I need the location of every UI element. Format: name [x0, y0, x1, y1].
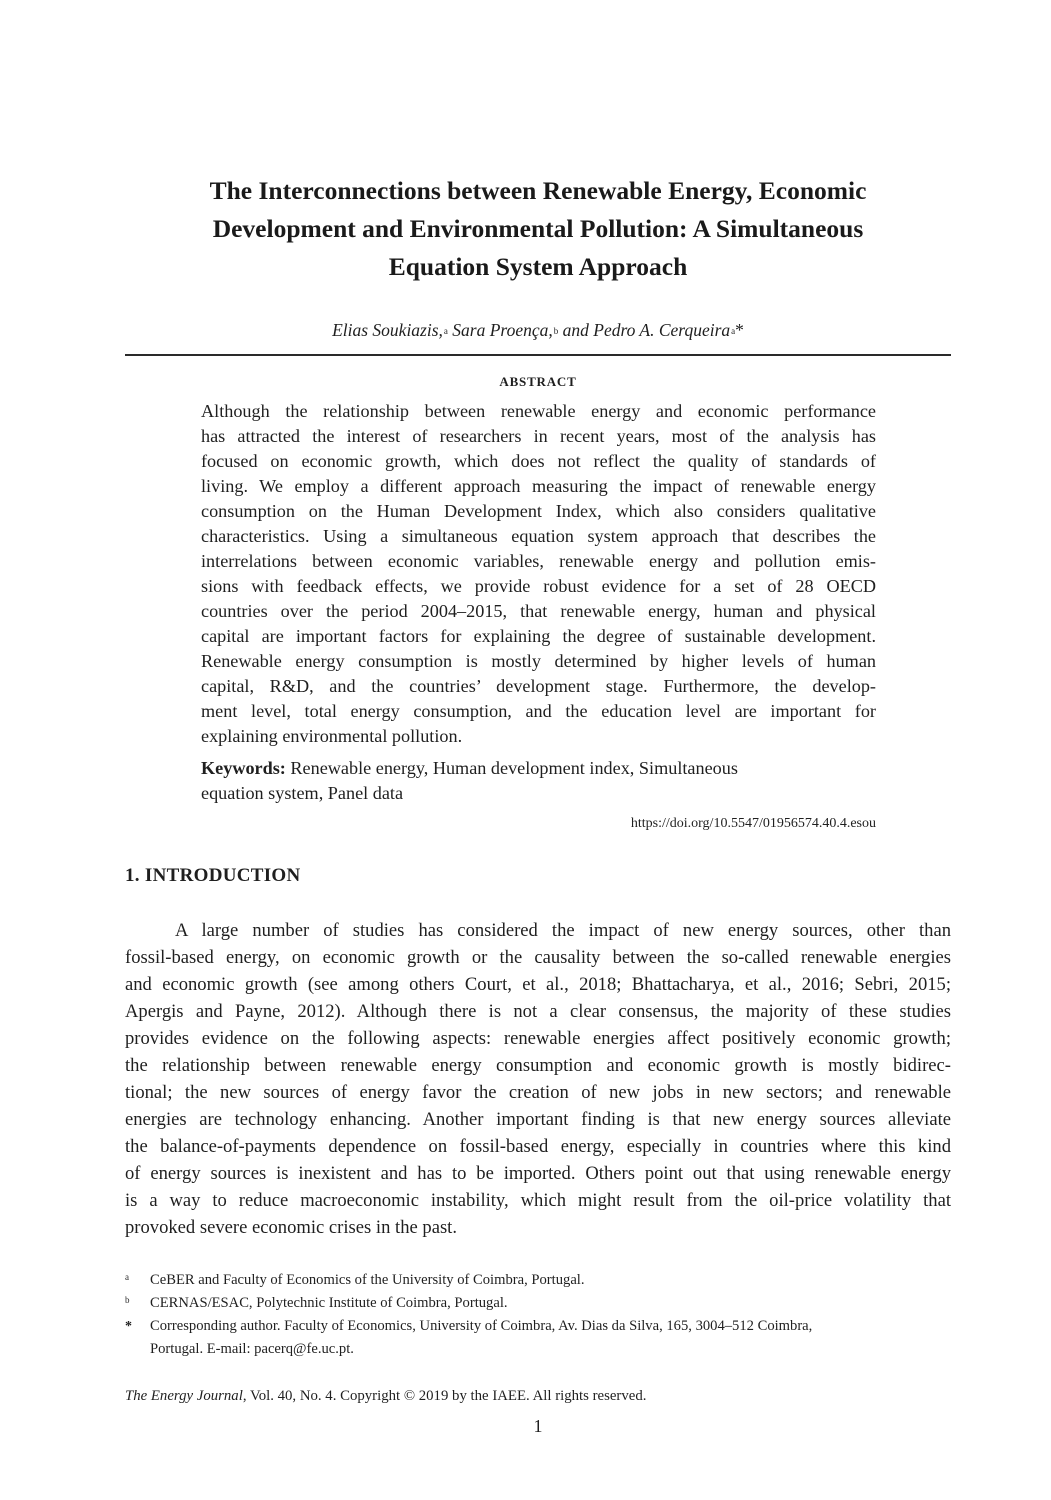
- title-line: Equation System Approach: [388, 252, 688, 281]
- author-list: [125, 318, 951, 342]
- title-line: The Interconnections between Renewable Energy, Economic: [209, 176, 867, 205]
- abstract-line: capital, R&D, and the countries’ development stage. Furthermore, the develop-: [201, 676, 876, 696]
- paper-title: [125, 172, 951, 286]
- journal-citation: [125, 1385, 951, 1407]
- abstract-line: consumption on the Human Development Index, which also considers qualitative: [201, 501, 876, 521]
- footnote: [125, 1269, 951, 1292]
- paragraph-line: is a way to reduce macroeconomic instability, which might result from the oil-price volatility that: [125, 1190, 951, 1211]
- paragraph-line: A large number of studies has considered the impact of new energy sources, other than: [175, 920, 951, 941]
- title-line: Development and Environmental Pollution: A Simultaneous: [212, 214, 864, 243]
- section-heading-introduction: 1. INTRODUCTION: [125, 865, 301, 886]
- footnote-text: CERNAS/ESAC, Polytechnic Institute of Coimbra, Portugal.: [150, 1295, 508, 1311]
- footnote-text: CeBER and Faculty of Economics of the University of Coimbra, Portugal.: [150, 1272, 585, 1288]
- abstract-line: ment level, total energy consumption, and the education level are important for: [201, 701, 876, 721]
- abstract-line: Renewable energy consumption is mostly determined by higher levels of human: [201, 651, 876, 671]
- footnotes: [125, 1269, 951, 1361]
- paragraph-line: provides evidence on the following aspects: renewable energies affect positively economic growth;: [125, 1028, 951, 1049]
- footnote-mark: a: [125, 1272, 129, 1282]
- author-conjunction: and: [562, 320, 589, 340]
- keywords-line: [201, 756, 876, 781]
- abstract-body: [201, 399, 876, 749]
- author-name: Elias Soukiazis,: [332, 320, 443, 340]
- footnote-text: Corresponding author. Faculty of Economics, University of Coimbra, Av. Dias da Silva, 165, 3004–512 Coimbra,: [150, 1318, 813, 1334]
- keywords-text: Renewable energy, Human development index, Simultaneous: [290, 758, 738, 778]
- keywords-line: equation system, Panel data: [201, 783, 404, 803]
- doi-link[interactable]: https://doi.org/10.5547/01956574.40.4.esou: [630, 816, 876, 831]
- affiliation-mark: b: [553, 326, 559, 336]
- paragraph-line: and economic growth (see among others Court, et al., 2018; Bhattacharya, et al., 2016; Sebri, 2015;: [125, 974, 951, 995]
- footnote-mark: b: [125, 1295, 130, 1305]
- abstract-line: Although the relationship between renewable energy and economic performance: [201, 401, 876, 421]
- footnote-text: Portugal. E-mail: pacerq@fe.uc.pt.: [150, 1341, 354, 1357]
- paragraph-line: Apergis and Payne, 2012). Although there is not a clear consensus, the majority of these studies: [125, 1001, 951, 1022]
- author-name: Sara Proença,: [452, 320, 553, 340]
- abstract-line: focused on economic growth, which does not reflect the quality of standards of: [201, 451, 876, 471]
- paragraph-line: the balance-of-payments dependence on fossil-based energy, especially in countries where this kind: [125, 1136, 951, 1157]
- footnote: [125, 1292, 951, 1315]
- footnote: [125, 1315, 951, 1361]
- page-number: 1: [533, 1416, 543, 1436]
- affiliation-mark: a: [443, 326, 448, 336]
- abstract-line: has attracted the interest of researchers in recent years, most of the analysis has: [201, 426, 876, 446]
- paragraph-line: tional; the new sources of energy favor the creation of new jobs in new sectors; and renewable: [125, 1082, 951, 1103]
- abstract-line: explaining environmental pollution.: [201, 726, 463, 746]
- abstract-heading: ABSTRACT: [499, 374, 577, 389]
- paragraph-line: energies are technology enhancing. Another important finding is that new energy sources alleviate: [125, 1109, 951, 1130]
- abstract-line: characteristics. Using a simultaneous equation system approach that describes the: [201, 526, 876, 546]
- abstract-line: capital are important factors for explaining the degree of sustainable development.: [201, 626, 876, 646]
- abstract-line: interrelations between economic variables, renewable energy and pollution emis-: [201, 551, 876, 571]
- introduction-paragraph: [125, 917, 951, 1241]
- abstract-line: living. We employ a different approach measuring the impact of renewable energy: [201, 476, 876, 496]
- footnote-mark: *: [125, 1319, 132, 1334]
- header-rule: [125, 354, 951, 356]
- paragraph-line: the relationship between renewable energy consumption and economic growth is mostly bidirec-: [125, 1055, 951, 1076]
- paragraph-line: fossil-based energy, on economic growth or the causality between the so-called renewable energies: [125, 947, 951, 968]
- abstract-line: countries over the period 2004–2015, that renewable energy, human and physical: [201, 601, 876, 621]
- keywords-label: Keywords:: [201, 758, 286, 778]
- paragraph-line: provoked severe economic crises in the past.: [125, 1217, 457, 1238]
- affiliation-mark: a: [731, 326, 736, 336]
- journal-name: The Energy Journal: [125, 1388, 243, 1404]
- journal-details: , Vol. 40, No. 4. Copyright © 2019 by the IAEE. All rights reserved.: [242, 1388, 647, 1404]
- paragraph-line: of energy sources is inexistent and has to be imported. Others point out that using renewable energy: [125, 1163, 951, 1184]
- keywords: [201, 756, 876, 806]
- abstract-line: sions with feedback effects, we provide robust evidence for a set of 28 OECD: [201, 576, 876, 596]
- corresponding-author-mark: *: [735, 320, 744, 340]
- author-name: Pedro A. Cerqueira: [593, 320, 731, 340]
